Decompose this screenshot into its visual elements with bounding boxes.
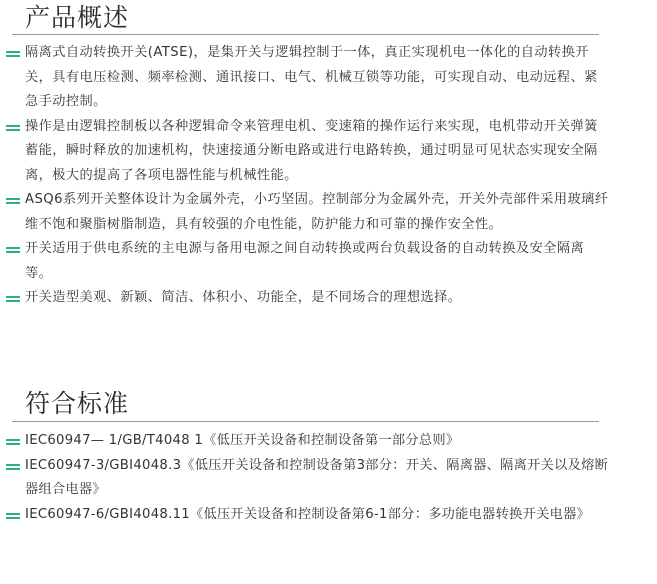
bullet-dash-icon	[6, 115, 22, 139]
list-item	[0, 503, 610, 528]
section-title: 产品概述	[25, 3, 130, 32]
section-divider	[12, 34, 599, 35]
overview-list	[0, 41, 657, 311]
list-item-text: 隔离式自动转换开关(ATSE)，是集开关与逻辑控制于一体，真正实现机电一体化的自动转换开关，具有电压检测、频率检测、通讯接口、电气、机械互锁等功能，可实现自动、电动远程、紧急手动控制。	[25, 45, 598, 109]
list-item	[0, 41, 610, 115]
list-item-text: IEC60947-6/GBI4048.11《低压开关设备和控制设备第6-1部分：多功能电器转换开关电器》	[25, 506, 591, 522]
section-title: 符合标准	[25, 389, 130, 418]
list-item-text: IEC60947— 1/GB/T4048 1《低压开关设备和控制设备第一部分总则》	[25, 433, 460, 448]
bullet-dash-icon	[6, 188, 22, 212]
bullet-dash-icon	[6, 454, 22, 478]
list-item	[0, 429, 610, 454]
bullet-dash-icon	[6, 429, 22, 453]
list-item-text: 开关造型美观、新颖、简洁、体积小、功能全，是不同场合的理想选择。	[25, 290, 462, 305]
list-item-text: IEC60947-3/GBI4048.3《低压开关设备和控制设备第3部分：开关、隔离器、隔离开关以及熔断器组合电器》	[25, 457, 609, 497]
section-divider	[12, 421, 599, 422]
list-item	[0, 188, 610, 237]
list-item	[0, 115, 610, 189]
bullet-dash-icon	[6, 503, 22, 527]
list-item	[0, 286, 610, 311]
standards-list	[0, 429, 657, 527]
bullet-dash-icon	[6, 237, 22, 261]
list-item-text: 操作是由逻辑控制板以各种逻辑命令来管理电机、变速箱的操作运行来实现，电机带动开关弹簧蓄能，瞬时释放的加速机构，快速接通分断电路或进行电路转换，通过明显可见状态实现安全隔离，极大的提高了各项电器性能与机械性能。	[25, 118, 598, 183]
list-item	[0, 454, 610, 503]
list-item-text: ASQ6系列开关整体设计为金属外壳，小巧坚固。控制部分为金属外壳，开关外壳部件采用玻璃纤维不饱和聚脂树脂制造，具有较强的介电性能，防护能力和可靠的操作安全性。	[25, 192, 609, 232]
bullet-dash-icon	[6, 41, 22, 65]
list-item	[0, 237, 610, 286]
list-item-text: 开关适用于供电系统的主电源与备用电源之间自动转换或两台负载设备的自动转换及安全隔离等。	[25, 241, 585, 281]
bullet-dash-icon	[6, 286, 22, 310]
